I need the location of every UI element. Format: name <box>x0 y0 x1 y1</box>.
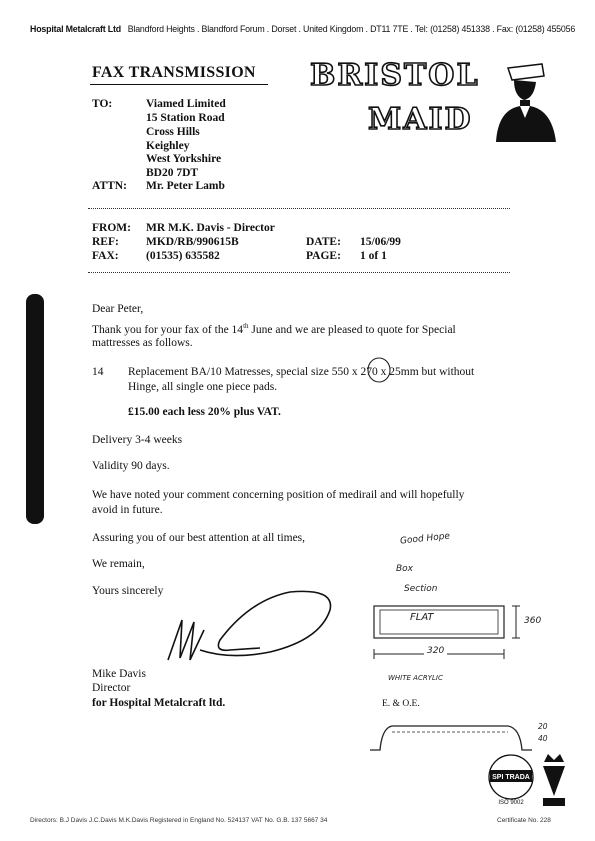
intro-line-2: mattresses as follows. <box>92 337 193 349</box>
item-quantity: 14 <box>92 366 104 378</box>
footer-certificate: Certificate No. 228 <box>497 817 551 824</box>
circle-annotation <box>366 356 392 384</box>
brand-logo-line2: MAID <box>368 102 473 137</box>
date-value: 15/06/99 <box>360 236 401 248</box>
sketch-label: FLAT <box>410 612 434 623</box>
date-label: DATE: <box>306 236 341 248</box>
remain-line: We remain, <box>92 558 145 570</box>
closing-line: Yours sincerely <box>92 585 164 597</box>
letterhead-line <box>30 24 575 35</box>
from-value: MR M.K. Davis - Director <box>146 222 275 234</box>
to-line-1: Viamed Limited <box>146 98 226 110</box>
svg-text:ISO 9002: ISO 9002 <box>498 800 524 806</box>
item-line-1: Replacement BA/10 Matresses, special size 550 x 270 x 25mm but without <box>128 366 475 378</box>
to-line-5: West Yorkshire <box>146 153 222 165</box>
handwritten-note-1: Good Hope <box>399 531 451 547</box>
intro-line-1: Thank you for your fax of the 14th June and we are pleased to quote for Special <box>92 322 456 336</box>
delivery-line: Delivery 3-4 weeks <box>92 434 183 446</box>
dim-b: 40 <box>538 734 548 743</box>
company-name: Hospital Metalcraft Ltd <box>30 24 121 35</box>
ukas-crown-icon <box>540 752 568 810</box>
title-underline <box>90 84 268 85</box>
signatory-title: Director <box>92 682 131 694</box>
page-title: FAX TRANSMISSION <box>92 64 256 81</box>
ref-value: MKD/RB/990615B <box>146 236 239 248</box>
note-line-2: avoid in future. <box>92 504 163 516</box>
to-line-3: Cross Hills <box>146 126 200 138</box>
to-line-2: 15 Station Road <box>146 112 225 124</box>
page-value: 1 of 1 <box>360 250 387 262</box>
attn-value: Mr. Peter Lamb <box>146 180 225 192</box>
to-line-4: Keighley <box>146 140 190 152</box>
dim-a: 20 <box>538 722 548 731</box>
salutation: Dear Peter, <box>92 303 144 315</box>
item-line-2: Hinge, all single one piece pads. <box>128 381 278 393</box>
handwritten-note-2: Box <box>396 564 414 574</box>
footer-directors: Directors: B.J Davis J.C.Davis M.K.Davis Registered in England No. 524137 VAT No. G.B. 137 5667 34 <box>30 817 328 824</box>
note-line-1: We have noted your comment concerning position of medirail and will hopefully <box>92 489 465 501</box>
fax-label: FAX: <box>92 250 119 262</box>
assurance-line: Assuring you of our best attention at all times, <box>92 532 306 544</box>
from-label: FROM: <box>92 222 131 234</box>
signature <box>160 580 360 670</box>
sketch-box-diagram <box>366 600 546 660</box>
svg-text:SPI TRADA: SPI TRADA <box>492 774 530 781</box>
scan-bar-mark <box>26 294 44 524</box>
attn-label: ATTN: <box>92 180 127 192</box>
price-line: £15.00 each less 20% plus VAT. <box>128 406 281 418</box>
divider <box>88 272 510 273</box>
page-label: PAGE: <box>306 250 341 262</box>
profile-sketch <box>368 716 538 756</box>
divider <box>88 208 510 209</box>
nurse-logo-icon <box>490 60 560 142</box>
to-line-6: BD20 7DT <box>146 167 199 179</box>
company-address: Blandford Heights . Blandford Forum . Dorset . United Kingdom . DT11 7TE . Tel: (01258) 451338 . Fax: (01258) 455056 <box>127 24 576 35</box>
height-dimension: 360 <box>524 616 542 626</box>
material-note: WHITE ACRYLIC <box>388 674 443 682</box>
validity-line: Validity 90 days. <box>92 460 170 472</box>
brand-logo-line1: BRISTOL <box>310 58 480 93</box>
width-dimension: 320 <box>424 646 447 656</box>
ref-label: REF: <box>92 236 119 248</box>
certification-badge-icon <box>484 752 538 810</box>
fax-value: (01535) 635582 <box>146 250 220 262</box>
to-label: TO: <box>92 98 113 110</box>
handwritten-note-3: Section <box>404 584 438 594</box>
eoe-note: E. & O.E. <box>382 699 420 709</box>
signatory-name: Mike Davis <box>92 668 146 680</box>
signatory-company: for Hospital Metalcraft ltd. <box>92 697 226 709</box>
